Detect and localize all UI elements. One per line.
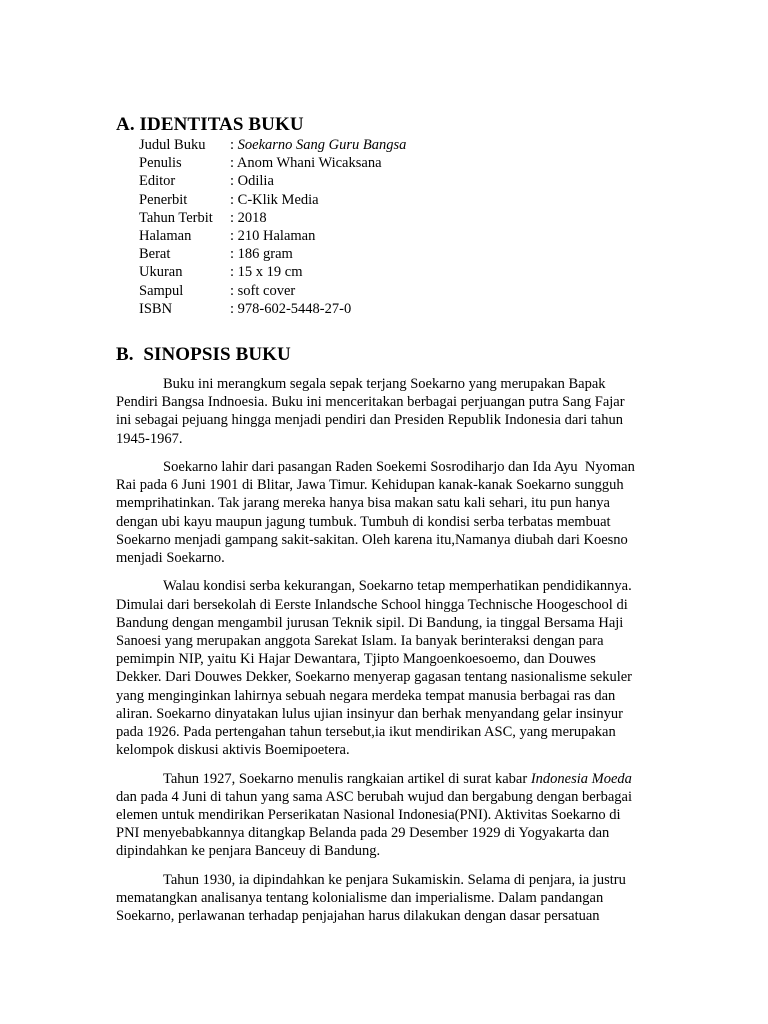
paragraph-line: Pendiri Bangsa Indnoesia. Buku ini menceritakan berbagai perjuangan putra Sang Fajar [116, 394, 625, 411]
paragraph-line-text: Tahun 1927, Soekarno menulis rangkaian artikel di surat kabar [163, 770, 531, 787]
newspaper-name: Indonesia Moeda [530, 770, 632, 787]
identity-row-halaman [139, 227, 406, 245]
paragraph-line: Buku ini merangkum segala sepak terjang Soekarno yang merupakan Bapak [163, 376, 606, 392]
paragraph-line: dengan ubi kayu maupun jagung tumbuk. Tumbuh di kondisi serba terbatas membuat [116, 513, 611, 530]
paragraph-line: PNI menyebabkannya ditangkap Belanda pada 29 Desember 1929 di Yogyakarta dan [116, 825, 610, 842]
paragraph-line: dan pada 4 Juni di tahun yang sama ASC berubah wujud dan bergabung dengan berbagai [116, 788, 632, 805]
identity-label: Berat [139, 246, 171, 263]
paragraph-line: pada 1926. Pada pertengahan tahun tersebut,ia ikut mendirikan ASC, yang merupakan [116, 724, 616, 741]
paragraph-line: Dekker. Dari Douwes Dekker, Soekarno menyerap gagasan tentang nasionalisme sekuler [116, 669, 633, 686]
identity-label: Penerbit [139, 191, 188, 208]
paragraph-line: Rai pada 6 Juni 1901 di Blitar, Jawa Timur. Kehidupan kanak-kanak Soekarno sungguh [116, 477, 624, 494]
identity-value-prefix: : [230, 137, 238, 153]
identity-row-judul [139, 136, 406, 154]
identity-row-isbn [139, 300, 406, 318]
identity-label: ISBN [139, 300, 173, 317]
identity-value: : 2018 [230, 209, 267, 226]
synopsis-paragraph [116, 375, 672, 448]
identity-row-ukuran [139, 263, 406, 281]
paragraph-line [116, 770, 672, 788]
identity-label: Halaman [139, 228, 192, 245]
identity-label: Penulis [139, 155, 182, 172]
paragraph-line: Walau kondisi serba kekurangan, Soekarno tetap memperhatikan pendidikannya. [163, 578, 632, 595]
paragraph-line: pemimpin NIP, yaitu Ki Hajar Dewantara, Tjipto Mangoenkoesoemo, dan Douwes [116, 651, 596, 668]
section-heading-sinopsis: B. SINOPSIS BUKU [116, 344, 291, 365]
paragraph-line: 1945-1967. [116, 430, 183, 447]
identity-row-berat [139, 245, 406, 263]
paragraph-line: menjadi Soekarno. [116, 550, 225, 567]
identity-row-sampul [139, 282, 406, 300]
identity-label: Sampul [139, 282, 184, 299]
paragraph-line: elemen untuk mendirikan Perserikatan Nasional Indonesia(PNI). Aktivitas Soekarno di [116, 807, 621, 824]
synopsis-paragraph [116, 577, 672, 759]
synopsis-body [116, 375, 672, 936]
identity-value: : 186 gram [230, 246, 293, 263]
identity-value: : C-Klik Media [230, 191, 319, 208]
synopsis-paragraph [116, 871, 672, 926]
paragraph-line: mematangkan analisanya tentang kolonialisme dan imperialisme. Dalam pandangan [116, 890, 604, 907]
identity-label: Editor [139, 173, 176, 190]
identity-table [139, 136, 406, 318]
paragraph-line: aliran. Soekarno dinyatakan lulus ujian insinyur dan berhak menyandang gelar insinyur [116, 705, 623, 722]
identity-value: : 15 x 19 cm [230, 264, 303, 281]
identity-row-penulis [139, 154, 406, 172]
paragraph-line: Soekarno, perlawanan terhadap penjajahan harus dilakukan dengan dasar persatuan [116, 908, 600, 925]
identity-value: : 210 Halaman [230, 228, 316, 245]
paragraph-line: dipindahkan ke penjara Banceuy di Bandung. [116, 843, 381, 860]
identity-label: Judul Buku [139, 137, 206, 153]
paragraph-line: yang menginginkan lahirnya sebuah negara merdeka tempat manusia berbagai ras dan [116, 687, 616, 704]
paragraph-line: Bandung dengan mengambil jurusan Teknik sipil. Di Bandung, ia tinggal Bersama Haji [116, 614, 624, 631]
paragraph-line: ini sebagai pejuang hingga menjadi pendiri dan Presiden Republik Indonesia dari tahun [116, 412, 623, 429]
identity-value: : Anom Whani Wicaksana [230, 155, 382, 172]
paragraph-line: Tahun 1930, ia dipindahkan ke penjara Sukamiskin. Selama di penjara, ia justru [163, 871, 626, 888]
synopsis-paragraph [116, 458, 672, 567]
identity-row-penerbit [139, 191, 406, 209]
synopsis-paragraph [116, 770, 672, 861]
identity-value [230, 136, 406, 154]
section-heading-identitas: A. IDENTITAS BUKU [116, 114, 304, 135]
paragraph-line: Soekarno lahir dari pasangan Raden Soekemi Sosrodiharjo dan Ida Ayu Nyoman [163, 459, 635, 475]
paragraph-line: memprihatinkan. Tak jarang mereka hanya bisa makan satu kali sehari, itu pun hanya [116, 495, 610, 512]
identity-value: : Odilia [230, 173, 274, 190]
identity-row-tahun-terbit [139, 209, 406, 227]
identity-label: Ukuran [139, 264, 183, 281]
identity-row-editor [139, 172, 406, 190]
paragraph-line: Soekarno menjadi gampang sakit-sakitan. Oleh karena itu,Namanya diubah dari Koesno [116, 531, 628, 548]
identity-value: : soft cover [230, 282, 296, 299]
paragraph-line: kelompok diskusi aktivis Boemipoetera. [116, 742, 350, 759]
book-title-value: Soekarno Sang Guru Bangsa [237, 137, 407, 153]
paragraph-line: Sanoesi yang merupakan anggota Sarekat Islam. Ia banyak berinteraksi dengan para [116, 633, 604, 650]
identity-label: Tahun Terbit [139, 209, 213, 226]
paragraph-line: Dimulai dari bersekolah di Eerste Inlandsche School hingga Technische Hoogeschool di [116, 596, 628, 613]
identity-value: : 978-602-5448-27-0 [230, 300, 352, 317]
